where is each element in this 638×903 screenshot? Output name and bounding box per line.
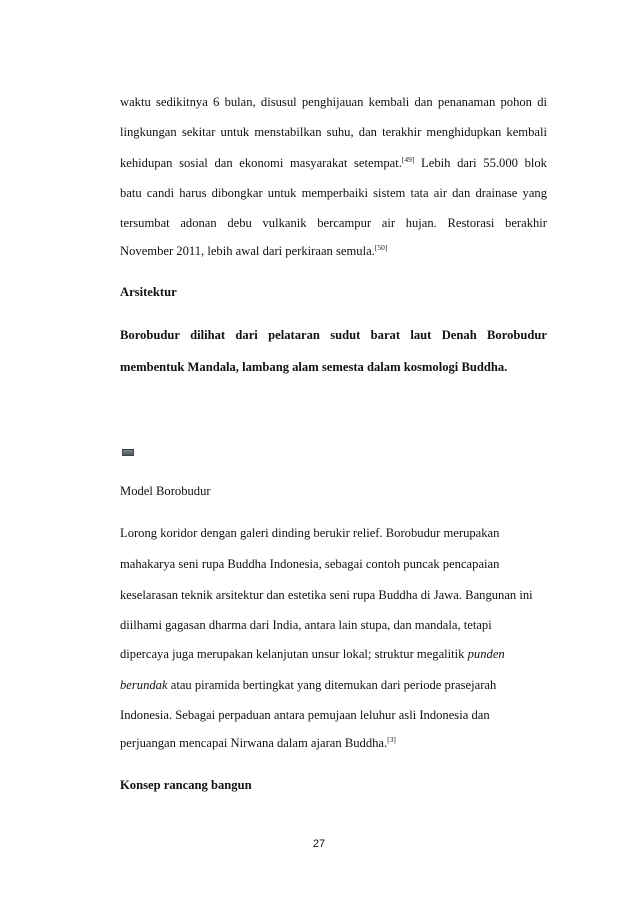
paragraph-line: mahakarya seni rupa Buddha Indonesia, sebagai contoh puncak pencapaian	[120, 557, 500, 571]
paragraph-line: Indonesia. Sebagai perpaduan antara pemujaan leluhur asli Indonesia dan	[120, 708, 490, 722]
paragraph-text: perjuangan mencapai Nirwana dalam ajaran Buddha.	[120, 736, 388, 750]
bold-paragraph-line: membentuk Mandala, lambang alam semesta dalam kosmologi Buddha.	[120, 360, 508, 374]
paragraph-line: lingkungan sekitar untuk menstabilkan suhu, dan terakhir menghidupkan kembali	[120, 125, 547, 139]
paragraph-text: atau piramida bertingkat yang ditemukan dari periode prasejarah	[167, 678, 497, 692]
borobudur-image-thumbnail[interactable]	[122, 449, 134, 456]
paragraph-line: diilhami gagasan dharma dari India, antara lain stupa, dan mandala, tetapi	[120, 618, 492, 632]
paragraph-line	[120, 243, 560, 259]
citation-ref[interactable]: [3]	[387, 735, 396, 744]
paragraph-line	[120, 735, 560, 751]
paragraph-line: Lorong koridor dengan galeri dinding berukir relief. Borobudur merupakan	[120, 526, 500, 540]
paragraph-text: November 2011, lebih awal dari perkiraan semula.	[120, 244, 375, 258]
paragraph-line	[120, 646, 560, 662]
image-caption: Model Borobudur	[120, 484, 211, 498]
italic-term: punden	[467, 647, 505, 661]
section-heading: Arsitektur	[120, 285, 177, 299]
paragraph-line: waktu sedikitnya 6 bulan, disusul penghijauan kembali dan penanaman pohon di	[120, 95, 547, 109]
paragraph-line: tersumbat adonan debu vulkanik bercampur air hujan. Restorasi berakhir	[120, 216, 547, 230]
page-number: 27	[312, 838, 326, 850]
paragraph-line: batu candi harus dibongkar untuk memperbaiki sistem tata air dan drainase yang	[120, 186, 547, 200]
section-heading: Konsep rancang bangun	[120, 778, 252, 792]
paragraph-line	[120, 155, 547, 171]
paragraph-line: keselarasan teknik arsitektur dan estetika seni rupa Buddha di Jawa. Bangunan ini	[120, 588, 533, 602]
paragraph-text: Lebih dari 55.000 blok	[414, 156, 547, 170]
citation-ref[interactable]: [50]	[374, 243, 388, 252]
citation-ref[interactable]: [49]	[401, 155, 415, 164]
italic-term: berundak	[120, 678, 168, 692]
paragraph-line	[120, 677, 560, 693]
bold-paragraph-line: Borobudur dilihat dari pelataran sudut barat laut Denah Borobudur	[120, 328, 547, 342]
paragraph-text: kehidupan sosial dan ekonomi masyarakat setempat.	[120, 156, 402, 170]
paragraph-text: dipercaya juga merupakan kelanjutan unsur lokal; struktur megalitik	[120, 647, 468, 661]
